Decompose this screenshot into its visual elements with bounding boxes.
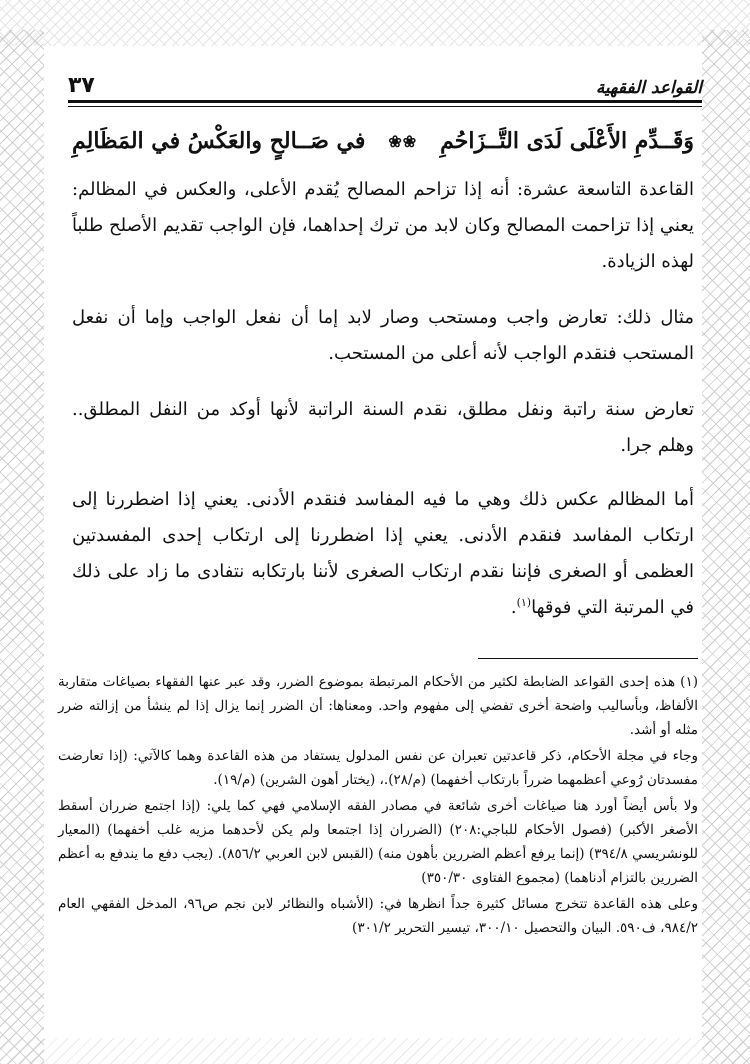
footnote-1: (١) هذه إحدى القواعد الضابطة لكثير من الأحكام المرتبطة بموضوع الضرر، وقد عبر عنها الفقهاء بصياغات متقاربة الألفاظ، وبأساليب واضحة أخرى تفضي إلى مفهوم واحد. ومعناها: أن الضرر إنما يزال إذا لم ينشأ من إزالته ضرر مثله أو أشد. xyxy=(58,674,698,738)
paragraph-rule-statement: القاعدة التاسعة عشرة: أنه إذا تزاحم المصالح يُقدم الأعلى، والعكس في المظالم: يعني إذا تزاحمت المصالح وكان لابد من ترك إحداهما، فإن الواجب تقديم الأصلح طلباً لهذه الزيادة. xyxy=(72,179,694,272)
page-border-right xyxy=(702,30,750,1064)
footnotes xyxy=(58,670,698,942)
running-head xyxy=(68,68,702,98)
verse-ornament: ❀❀ xyxy=(388,131,418,151)
page-number: ٣٧ xyxy=(68,73,95,98)
paragraph-example: مثال ذلك: تعارض واجب ومستحب وصار لابد إما أن نفعل الواجب وإما أن نفعل المستحب فنقدم الواجب لأنه أعلى من المستحب. xyxy=(72,307,694,364)
book-page xyxy=(50,40,702,1050)
footnote-reference[interactable]: (١) xyxy=(516,596,532,609)
footnote-separator xyxy=(478,658,698,659)
paragraph-harms xyxy=(72,482,694,626)
header-rule-thin xyxy=(68,106,702,107)
footnote-other-formulations: ولا بأس أيضاً أورد هنا صياغات أخرى شائعة في مصادر الفقه الإسلامي فهي كما يلي: (إذا اجتمع ضرران أسقط الأصغر الأكبر) (فصول الأحكام للباجي:٢٠٨) (الضرران إذا اجتمعا ولم يكن لأحدهما مزيه غلب أخفهما) (المعيار للونشريسي ٣٩٤/٨) (إنما يرفع أعظم الضررين بأهون منه) (القبس لابن العربي ٨٥٦/٢). (يجب دفع ما يندفع به أعظم الضررين بالتزام أدناهما) (مجموع الفتاوى ٣٥٠/٣٠) xyxy=(58,798,698,886)
header-rule-thick xyxy=(68,100,702,103)
footnote-references: وعلى هذه القاعدة تتخرج مسائل كثيرة جداً انظرها في: (الأشباه والنظائر لابن نجم ص٩٦، المدخل الفقهي العام ٩٨٤/٢، ف٥٩٠. البيان والتحصيل ٣٠٠/١٠، تيسير التحرير ٣٠١/٢) xyxy=(58,896,698,936)
verse-first-hemistich: وَقَــدِّمِ الأَعْلَى لَدَى التَّــزَاحُمِ xyxy=(440,128,694,154)
verse-second-hemistich: في صَــالحٍ والعَكْسُ في المَظَالِمِ xyxy=(72,128,366,154)
paragraph-end-mark: . xyxy=(510,597,517,618)
body-text xyxy=(72,172,694,646)
paragraph-sunnah-example: تعارض سنة راتبة ونفل مطلق، نقدم السنة الراتبة لأنها أوكد من النفل المطلق.. وهلم جرا. xyxy=(72,399,694,456)
footnote-majalla: وجاء في مجلة الأحكام، ذكر قاعدتين تعبران عن نفس المدلول يستفاد من هذه القاعدة وهما كالآتي: (إذا تعارضت مفسدتان رُوعي أعظمهما ضرراً بارتكاب أخفهما) (م/٢٨).، (يختار أهون الشرين) (م/١٩). xyxy=(58,748,698,788)
paragraph-harms-text: أما المظالم عكس ذلك وهي ما فيه المفاسد فنقدم الأدنى. يعني إذا اضطررنا إلى ارتكاب المفاسد فنقدم الأدنى. يعني إذا اضطررنا إلى ارتكاب إحدى المفسدتين العظمى أو الصغرى فإننا نقدم ارتكاب الصغرى لأننا بارتكابه نتفادى ما زاد على ذلك في المرتبة التي فوقها xyxy=(72,489,694,618)
page-border-left xyxy=(0,30,44,1064)
running-head-title: القواعد الفقهية xyxy=(595,78,702,98)
poem-verse xyxy=(72,128,694,154)
